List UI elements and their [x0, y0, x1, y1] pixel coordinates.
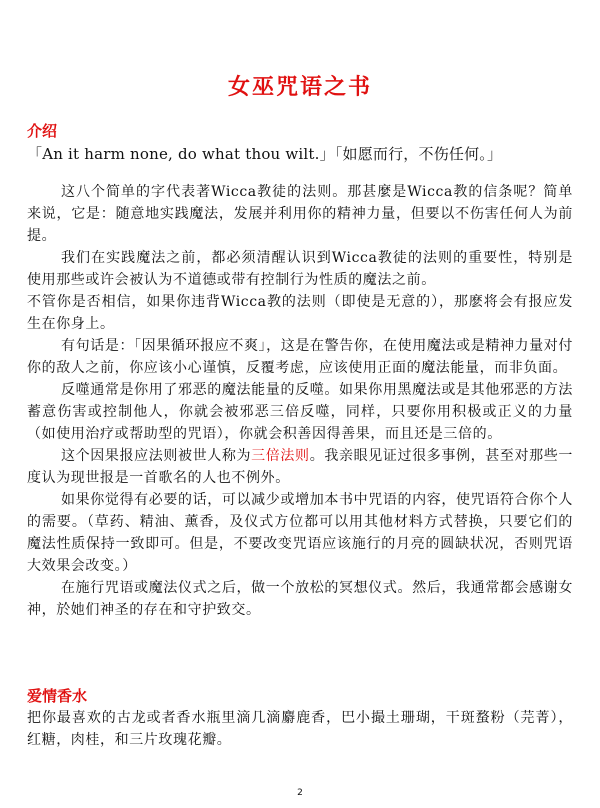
triple-law-highlight: 三倍法则 — [251, 448, 310, 464]
love-perfume-heading: 爱情香水 — [27, 687, 88, 705]
intro-paragraph-7: 如果你觉得有必要的话，可以减少或增加本书中咒语的内容，使咒语符合你个人的需要。（草药、精油、薰香，及仪式方位都可以用其他材料方式替换，只要它们的魔法性质保持一致即可。但是，不要改变咒语应该施行的月亮的圆缺状况，否则咒语大效果会改变。） — [27, 492, 573, 574]
page-title: 女巫咒语之书 — [227, 75, 372, 100]
intro-paragraph-5: 反噬通常是你用了邪恶的魔法能量的反噬。如果你用黑魔法或是其他邪恶的方法蓄意伤害或控制他人，你就会被邪恶三倍反噬，同样，只要你用积极或正义的力量（如使用治疗或帮助型的咒语），你就会积善因得善果，而且还是三倍的。 — [27, 382, 573, 442]
intro-body — [27, 181, 573, 621]
intro-paragraph-8: 在施行咒语或魔法仪式之后，做一个放松的冥想仪式。然后，我通常都会感谢女神，於她们神圣的存在和守护致交。 — [27, 580, 573, 618]
love-perfume-body — [27, 707, 573, 751]
paragraph-6-text-after: 。我亲眼见证过很多事例，甚至对那些一度认为现世报是一首歌名的人也不例外。 — [27, 448, 573, 486]
intro-paragraph-4: 有句话是：「因果循环报应不爽」，这是在警告你，在使用魔法或是精神力量对付你的敌人之前，你应该小心谨慎，反覆考虑，应该使用正面的魔法能量，而非负面。 — [27, 338, 573, 376]
motto-line: 「An it harm none, do what thou wilt.」「如愿而行，不伤任何。」 — [27, 145, 503, 163]
intro-paragraph-3: 不管你是否相信，如果你违背Wicca教的法则（即使是无意的），那麽将会有报应发生在你身上。 — [27, 294, 573, 332]
intro-paragraph-2: 我们在实践魔法之前，都必须清醒认识到Wicca教徒的法则的重要性，特别是使用那些或许会被认为不道德或带有控制行为性质的魔法之前。 — [27, 250, 573, 288]
paragraph-6-text-before: 这个因果报应法则被世人称为 — [61, 448, 252, 464]
intro-heading: 介绍 — [27, 122, 58, 140]
page-number: 2 — [297, 788, 303, 798]
intro-paragraph-6 — [27, 445, 573, 489]
intro-paragraph-1: 这八个简单的字代表著Wicca教徒的法则。那甚麼是Wicca教的信条呢？简单来说，它是：随意地实践魔法，发展并利用你的精神力量，但要以不伤害任何人为前提。 — [27, 184, 573, 244]
love-perfume-paragraph: 把你最喜欢的古龙或者香水瓶里滴几滴麝鹿香，巴小撮土珊瑚，干斑蝥粉（芫菁），红糖，肉桂，和三片玫瑰花瓣。 — [27, 710, 573, 748]
